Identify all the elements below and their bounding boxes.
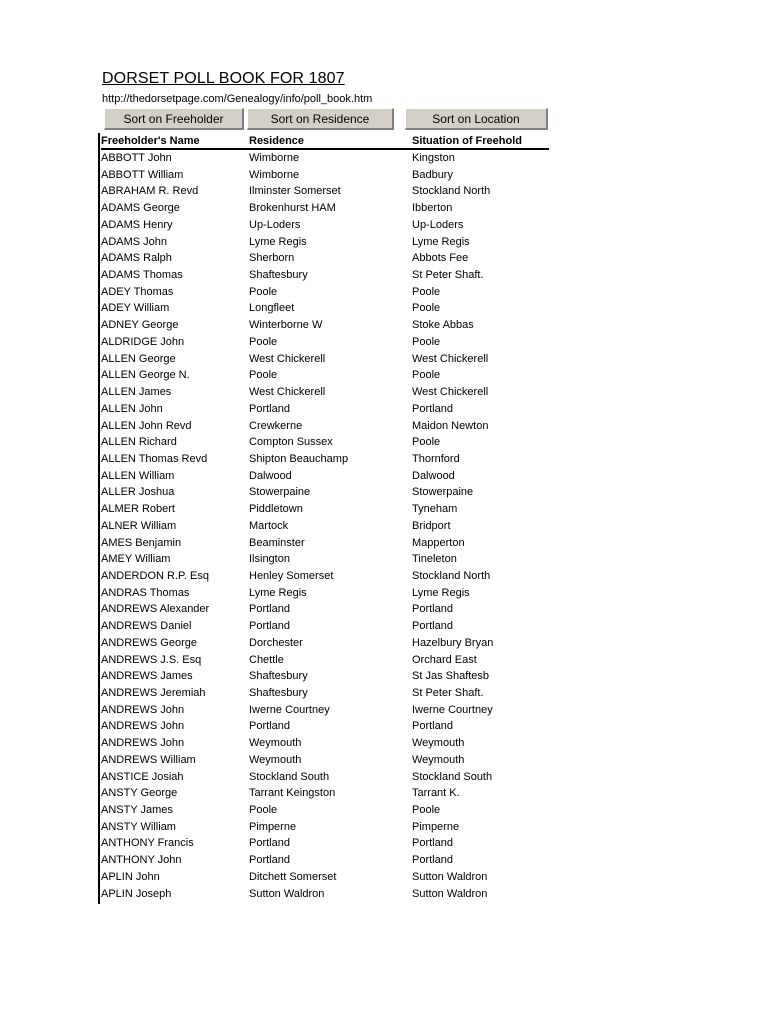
cell-freeholder-name: ANTHONY Francis [101, 837, 194, 850]
cell-freeholder-name: ALLER Joshua [101, 486, 175, 499]
cell-residence: Piddletown [249, 503, 303, 516]
sort-freeholder-button[interactable]: Sort on Freeholder [104, 108, 244, 130]
cell-residence: Stockland South [249, 770, 330, 783]
table-row [101, 886, 549, 903]
table-row [101, 518, 549, 535]
table-row [101, 384, 549, 401]
cell-situation-of-freehold: Tyneham [412, 503, 458, 516]
cell-residence: Shaftesbury [249, 670, 308, 683]
table-row [101, 284, 549, 301]
cell-situation-of-freehold: Poole [412, 302, 441, 315]
cell-situation-of-freehold: Lyme Regis [412, 235, 470, 248]
cell-residence: Lyme Regis [249, 235, 307, 248]
cell-freeholder-name: ALMER Robert [101, 503, 175, 516]
cell-freeholder-name: ABBOTT John [101, 152, 172, 164]
cell-residence: Martock [249, 519, 289, 532]
cell-freeholder-name: ANDREWS Alexander [101, 603, 210, 616]
cell-residence: Crewkerne [249, 419, 303, 432]
cell-residence: Brokenhurst HAM [249, 202, 336, 215]
cell-residence: Poole [249, 369, 278, 382]
cell-freeholder-name: ALNER William [101, 519, 177, 532]
cell-situation-of-freehold: Tineleton [412, 553, 457, 566]
cell-freeholder-name: ALLEN John Revd [101, 419, 192, 432]
cell-residence: Ilsington [249, 553, 290, 566]
table-row [101, 568, 549, 585]
cell-residence: Portland [249, 603, 290, 616]
cell-residence: Pimperne [249, 820, 297, 833]
cell-residence: Lyme Regis [249, 586, 307, 599]
cell-situation-of-freehold: Ibberton [412, 202, 453, 215]
cell-freeholder-name: ANSTY George [101, 787, 178, 800]
cell-situation-of-freehold: Abbots Fee [412, 252, 469, 265]
cell-situation-of-freehold: Poole [412, 369, 441, 382]
table-row [101, 785, 549, 802]
cell-freeholder-name: ADAMS Ralph [101, 252, 172, 265]
cell-residence: Sutton Waldron [249, 887, 325, 900]
cell-freeholder-name: ALDRIDGE John [101, 335, 185, 348]
table-row [101, 551, 549, 568]
table-row [101, 635, 549, 652]
cell-situation-of-freehold: St Peter Shaft. [412, 687, 484, 699]
cell-situation-of-freehold: Pimperne [412, 820, 460, 833]
cell-situation-of-freehold: Portland [412, 620, 453, 633]
cell-freeholder-name: ADNEY George [101, 319, 179, 332]
cell-situation-of-freehold: Mapperton [412, 536, 465, 549]
cell-residence: Portland [249, 720, 290, 733]
cell-freeholder-name: ALLEN James [101, 386, 172, 399]
table-row [101, 702, 549, 719]
cell-situation-of-freehold: Stockland South [412, 770, 493, 783]
cell-situation-of-freehold: Weymouth [412, 753, 465, 766]
cell-residence: Dalwood [249, 469, 292, 482]
cell-residence: Portland [249, 854, 290, 867]
cell-residence: Shaftesbury [249, 269, 308, 282]
cell-freeholder-name: ALLEN William [101, 469, 175, 482]
cell-situation-of-freehold: Poole [412, 335, 441, 348]
cell-situation-of-freehold: St Jas Shaftesb [412, 670, 490, 683]
cell-residence: Iwerne Courtney [249, 703, 330, 716]
cell-freeholder-name: ADAMS Thomas [101, 269, 183, 282]
cell-freeholder-name: AMEY William [101, 553, 171, 566]
cell-freeholder-name: ANDRAS Thomas [101, 586, 190, 599]
cell-residence: West Chickerell [249, 386, 326, 399]
cell-freeholder-name: ANDREWS J.S. Esq [101, 653, 202, 666]
cell-situation-of-freehold: Stowerpaine [412, 486, 474, 499]
cell-residence: Portland [249, 620, 290, 633]
cell-freeholder-name: ABBOTT William [101, 168, 184, 181]
cell-residence: Compton Sussex [249, 436, 333, 449]
table-row [101, 434, 549, 451]
cell-residence: Shaftesbury [249, 687, 308, 699]
cell-residence: Stowerpaine [249, 486, 311, 499]
table-row [101, 351, 549, 368]
table-row [101, 601, 549, 618]
cell-situation-of-freehold: Poole [412, 285, 441, 298]
table-body [101, 150, 549, 902]
cell-freeholder-name: ABRAHAM R. Revd [101, 185, 199, 198]
header-residence: Residence [249, 135, 305, 147]
cell-situation-of-freehold: Iwerne Courtney [412, 703, 493, 716]
cell-freeholder-name: APLIN John [101, 870, 160, 883]
cell-situation-of-freehold: Stoke Abbas [412, 319, 474, 332]
cell-situation-of-freehold: West Chickerell [412, 352, 489, 365]
cell-residence: Henley Somerset [249, 569, 334, 582]
table-row [101, 401, 549, 418]
table-row [101, 217, 549, 234]
cell-residence: Poole [249, 335, 278, 348]
cell-freeholder-name: ANDREWS John [101, 720, 185, 733]
cell-situation-of-freehold: Weymouth [412, 737, 465, 750]
cell-residence: West Chickerell [249, 352, 326, 365]
source-url[interactable]: http://thedorsetpage.com/Genealogy/info/poll_book.htm [102, 93, 373, 105]
cell-situation-of-freehold: Portland [412, 720, 453, 733]
table-row [101, 819, 549, 836]
cell-residence: Ditchett Somerset [249, 870, 337, 883]
cell-situation-of-freehold: St Peter Shaft. [412, 269, 484, 282]
cell-situation-of-freehold: Stockland North [412, 185, 491, 198]
cell-residence: Up-Loders [249, 218, 301, 231]
cell-situation-of-freehold: Lyme Regis [412, 586, 470, 599]
table-left-border [98, 133, 100, 904]
cell-residence: Beaminster [249, 536, 305, 549]
table-row [101, 685, 549, 702]
cell-freeholder-name: ANDREWS John [101, 703, 185, 716]
table-row [101, 769, 549, 786]
sort-residence-button[interactable]: Sort on Residence [247, 108, 394, 130]
cell-residence: Tarrant Keingston [249, 787, 336, 800]
cell-freeholder-name: APLIN Joseph [101, 887, 172, 900]
cell-residence: Weymouth [249, 737, 302, 750]
cell-situation-of-freehold: Portland [412, 837, 453, 850]
cell-situation-of-freehold: Dalwood [412, 469, 455, 482]
cell-freeholder-name: ALLEN George [101, 352, 176, 365]
cell-residence: Poole [249, 804, 278, 817]
table-header [101, 133, 549, 150]
cell-freeholder-name: ANDREWS James [101, 670, 193, 683]
cell-freeholder-name: ADAMS John [101, 235, 168, 248]
table-row [101, 718, 549, 735]
cell-freeholder-name: ANDREWS George [101, 636, 197, 649]
table-row [101, 167, 549, 184]
cell-situation-of-freehold: Portland [412, 603, 453, 616]
cell-freeholder-name: ALLEN Thomas Revd [101, 452, 208, 465]
cell-residence: Portland [249, 402, 290, 415]
table-row [101, 852, 549, 869]
cell-residence: Wimborne [249, 168, 300, 181]
cell-freeholder-name: ALLEN George N. [101, 369, 190, 382]
cell-freeholder-name: ANDREWS Jeremiah [101, 687, 206, 699]
table-row [101, 183, 549, 200]
cell-situation-of-freehold: Up-Loders [412, 218, 464, 231]
table-row [101, 367, 549, 384]
header-freeholder-name: Freeholder's Name [101, 135, 200, 147]
cell-situation-of-freehold: West Chickerell [412, 386, 489, 399]
table-row [101, 200, 549, 217]
cell-freeholder-name: ANTHONY John [101, 854, 182, 867]
cell-residence: Poole [249, 285, 278, 298]
cell-situation-of-freehold: Poole [412, 436, 441, 449]
table-row [101, 752, 549, 769]
table-row [101, 618, 549, 635]
cell-residence: Ilminster Somerset [249, 185, 341, 198]
cell-situation-of-freehold: Sutton Waldron [412, 887, 488, 900]
table-row [101, 484, 549, 501]
cell-freeholder-name: ANSTY William [101, 820, 176, 833]
cell-residence: Weymouth [249, 753, 302, 766]
table-row [101, 234, 549, 251]
cell-situation-of-freehold: Hazelbury Bryan [412, 636, 494, 649]
table-row [101, 735, 549, 752]
cell-situation-of-freehold: Bridport [412, 519, 451, 532]
cell-situation-of-freehold: Badbury [412, 168, 453, 181]
table-row [101, 501, 549, 518]
sort-location-button[interactable]: Sort on Location [405, 108, 548, 130]
page-title: DORSET POLL BOOK FOR 1807 [102, 70, 345, 87]
cell-freeholder-name: AMES Benjamin [101, 536, 182, 549]
table-row [101, 418, 549, 435]
table-row [101, 535, 549, 552]
cell-freeholder-name: ANDERDON R.P. Esq [101, 569, 209, 582]
cell-situation-of-freehold: Tarrant K. [412, 787, 460, 800]
cell-situation-of-freehold: Kingston [412, 152, 455, 164]
table-row [101, 585, 549, 602]
cell-residence: Wimborne [249, 152, 300, 164]
cell-situation-of-freehold: Maidon Newton [412, 419, 489, 432]
cell-freeholder-name: ADEY Thomas [101, 285, 174, 298]
table-row [101, 334, 549, 351]
cell-freeholder-name: ALLEN John [101, 402, 163, 415]
cell-situation-of-freehold: Thornford [412, 452, 460, 465]
cell-situation-of-freehold: Sutton Waldron [412, 870, 488, 883]
cell-freeholder-name: ANSTY James [101, 804, 173, 817]
cell-freeholder-name: ANSTICE Josiah [101, 770, 184, 783]
cell-situation-of-freehold: Poole [412, 804, 441, 817]
cell-situation-of-freehold: Portland [412, 402, 453, 415]
cell-freeholder-name: ANDREWS John [101, 737, 185, 750]
table-row [101, 300, 549, 317]
table-row [101, 150, 549, 167]
table-row [101, 652, 549, 669]
table-row [101, 869, 549, 886]
table-row [101, 451, 549, 468]
cell-freeholder-name: ANDREWS William [101, 753, 196, 766]
table-row [101, 668, 549, 685]
cell-residence: Dorchester [249, 636, 303, 649]
cell-freeholder-name: ADAMS George [101, 202, 180, 215]
cell-residence: Portland [249, 837, 290, 850]
cell-residence: Shipton Beauchamp [249, 452, 349, 465]
table-row [101, 250, 549, 267]
table-row [101, 468, 549, 485]
cell-residence: Longfleet [249, 302, 295, 315]
cell-residence: Winterborne W [249, 319, 323, 332]
cell-residence: Sherborn [249, 252, 295, 265]
table-row [101, 317, 549, 334]
cell-freeholder-name: ANDREWS Daniel [101, 620, 192, 633]
cell-freeholder-name: ADEY William [101, 302, 170, 315]
poll-book-table [101, 133, 549, 902]
cell-situation-of-freehold: Portland [412, 854, 453, 867]
cell-freeholder-name: ALLEN Richard [101, 436, 177, 449]
header-situation-of-freehold: Situation of Freehold [412, 135, 522, 147]
table-row [101, 267, 549, 284]
cell-situation-of-freehold: Stockland North [412, 569, 491, 582]
cell-residence: Chettle [249, 653, 284, 666]
cell-situation-of-freehold: Orchard East [412, 653, 477, 666]
table-row [101, 802, 549, 819]
table-row [101, 835, 549, 852]
cell-freeholder-name: ADAMS Henry [101, 218, 173, 231]
